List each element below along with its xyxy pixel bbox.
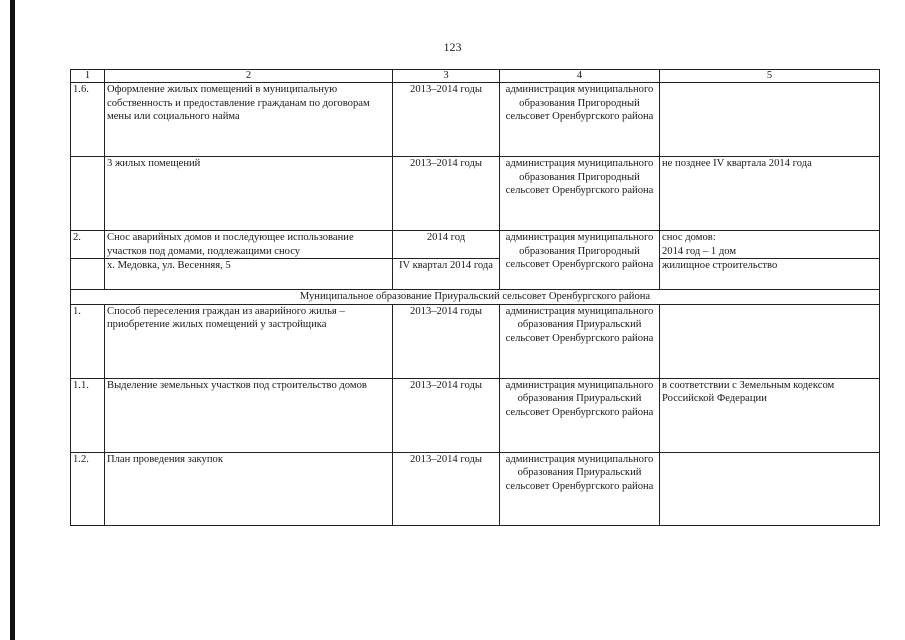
table-row — [71, 304, 880, 378]
row-executor: администрация муниципального образования Приуральский сельсовет Оренбургского района — [500, 378, 660, 452]
table-row — [71, 259, 880, 290]
row-period: 2014 год — [393, 231, 500, 259]
row-period: IV квартал 2014 года — [393, 259, 500, 290]
row-activity: Выделение земельных участков под строительство домов — [105, 378, 393, 452]
header-col-3: 3 — [393, 70, 500, 83]
row-period: 2013–2014 годы — [393, 304, 500, 378]
row-number — [71, 259, 105, 290]
row-number: 1.2. — [71, 452, 105, 525]
header-col-4: 4 — [500, 70, 660, 83]
row-number: 1. — [71, 304, 105, 378]
table-row — [71, 157, 880, 231]
row-executor: администрация муниципального образования Приуральский сельсовет Оренбургского района — [500, 304, 660, 378]
table-row — [71, 452, 880, 525]
row-result: не позднее IV квартала 2014 года — [660, 157, 880, 231]
table-row — [71, 231, 880, 259]
table-row — [71, 83, 880, 157]
row-period: 2013–2014 годы — [393, 452, 500, 525]
row-result — [660, 452, 880, 525]
header-col-5: 5 — [660, 70, 880, 83]
row-executor: администрация муниципального образования Пригородный сельсовет Оренбургского района — [500, 231, 660, 290]
row-period: 2013–2014 годы — [393, 157, 500, 231]
row-result — [660, 83, 880, 157]
row-activity: Оформление жилых помещений в муниципальную собственность и предоставление гражданам по договорам мены или социального найма — [105, 83, 393, 157]
row-activity: Снос аварийных домов и последующее использование участков под домами, подлежащими сносу — [105, 231, 393, 259]
table-row — [71, 378, 880, 452]
row-number: 1.1. — [71, 378, 105, 452]
row-executor: администрация муниципального образования Пригородный сельсовет Оренбургского района — [500, 157, 660, 231]
row-period: 2013–2014 годы — [393, 83, 500, 157]
row-number: 2. — [71, 231, 105, 259]
row-result: жилищное строительство — [660, 259, 880, 290]
row-activity: Способ переселения граждан из аварийного жилья – приобретение жилых помещений у застройщика — [105, 304, 393, 378]
row-result: в соответствии с Земельным кодексом Российской Федерации — [660, 378, 880, 452]
row-activity: План проведения закупок — [105, 452, 393, 525]
scan-edge-shadow — [10, 0, 15, 640]
row-activity: 3 жилых помещений — [105, 157, 393, 231]
row-number — [71, 157, 105, 231]
program-table — [70, 69, 880, 526]
header-col-2: 2 — [105, 70, 393, 83]
row-result — [660, 304, 880, 378]
section-title: Муниципальное образование Приуральский сельсовет Оренбургского района — [71, 290, 880, 305]
table-header-row — [71, 70, 880, 83]
page-number: 123 — [443, 40, 462, 54]
row-activity: х. Медовка, ул. Весенняя, 5 — [105, 259, 393, 290]
section-row — [71, 290, 880, 305]
row-executor: администрация муниципального образования Приуральский сельсовет Оренбургского района — [500, 452, 660, 525]
row-result: снос домов: 2014 год – 1 дом — [660, 231, 880, 259]
header-col-1: 1 — [71, 70, 105, 83]
row-number: 1.6. — [71, 83, 105, 157]
row-period: 2013–2014 годы — [393, 378, 500, 452]
row-executor: администрация муниципального образования Пригородный сельсовет Оренбургского района — [500, 83, 660, 157]
